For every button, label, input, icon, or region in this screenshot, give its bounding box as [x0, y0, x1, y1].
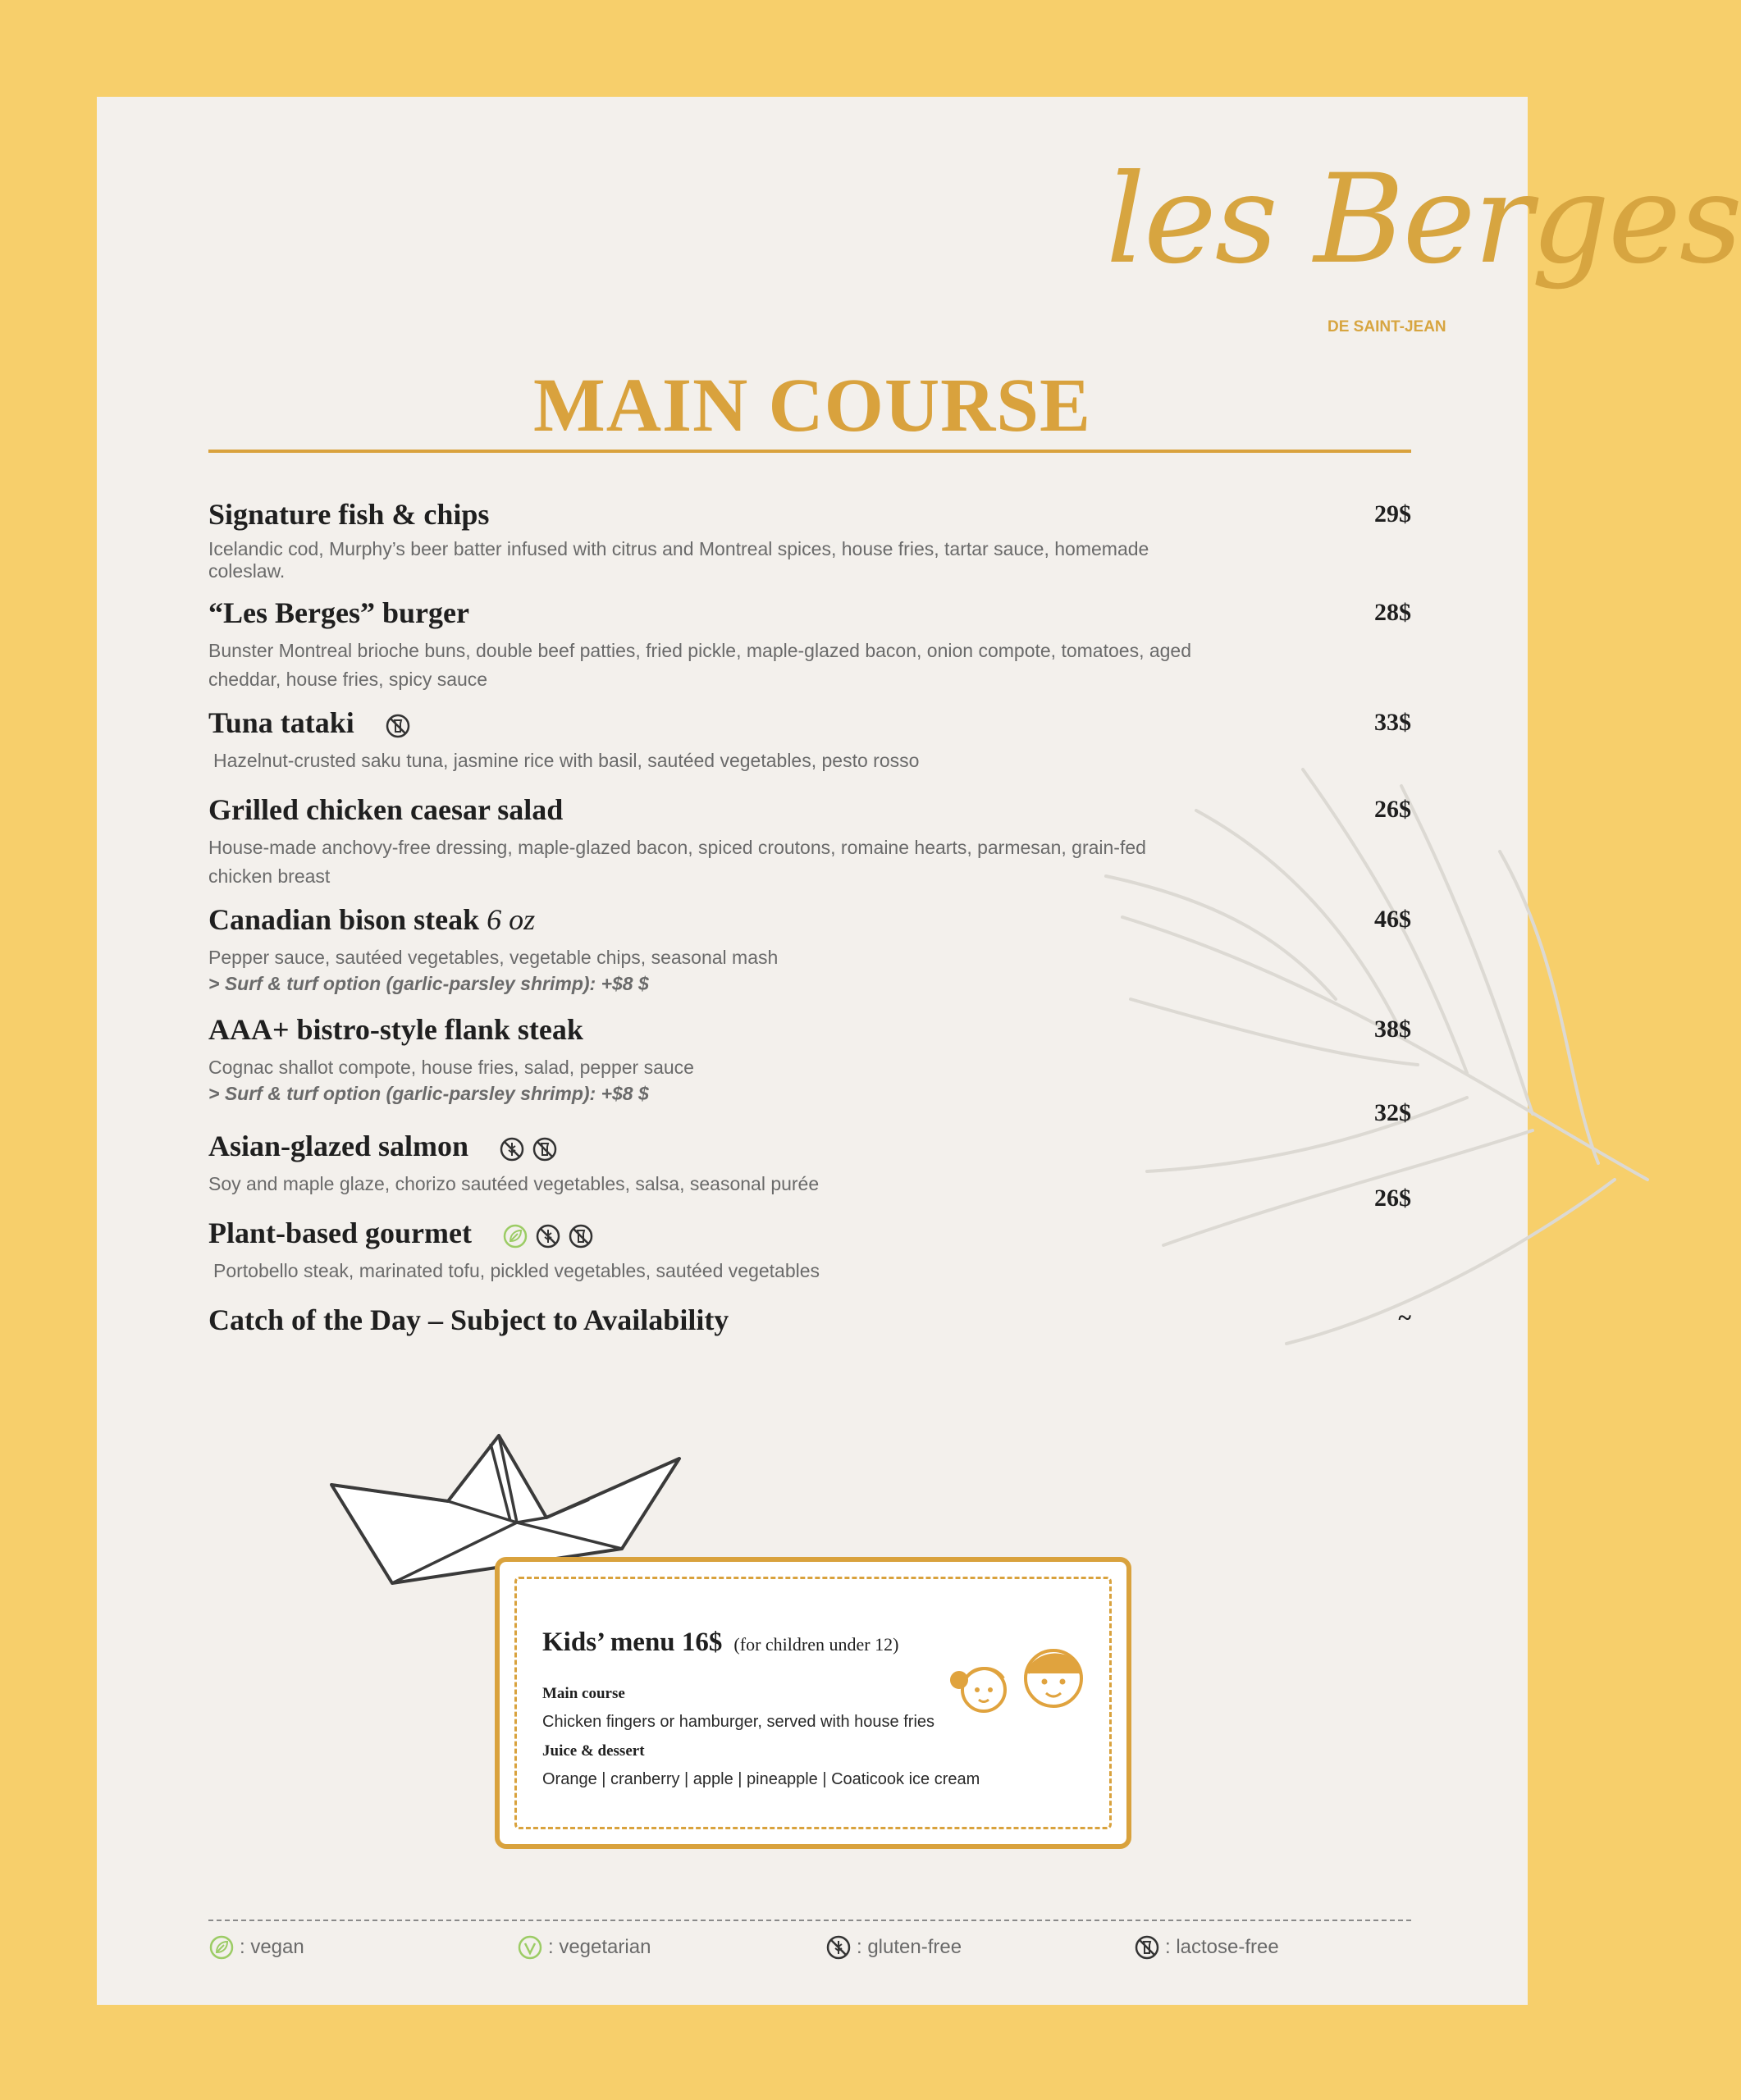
menu-page — [97, 97, 1741, 2005]
kids-faces-illustration — [943, 1641, 1107, 1723]
item-name: Grilled chicken caesar salad — [208, 793, 564, 826]
kids-main-text: Chicken fingers or hamburger, served with house fries — [542, 1713, 935, 1731]
item-price: 32$ — [1374, 1099, 1411, 1126]
legend-vegetarian — [517, 1934, 651, 1961]
legend-gluten-free — [825, 1934, 962, 1961]
lactose-free-icon — [385, 713, 411, 739]
lactose-free-icon — [532, 1136, 558, 1162]
palm-leaf-decoration — [1040, 671, 1664, 1409]
lactose-free-icon — [568, 1223, 594, 1249]
legend-label: : gluten-free — [857, 1936, 962, 1958]
item-name: “Les Berges” burger — [208, 596, 469, 629]
item-name-row — [208, 1217, 594, 1250]
gluten-free-icon — [825, 1934, 852, 1961]
lactose-free-icon — [1134, 1934, 1160, 1961]
legend-label: : vegetarian — [548, 1936, 651, 1958]
kids-menu-note: (for children under 12) — [733, 1634, 899, 1655]
vegan-icon — [502, 1223, 528, 1249]
item-price: ~ — [1398, 1304, 1411, 1331]
item-name-row — [208, 707, 411, 740]
item-description: Icelandic cod, Murphy’s beer batter infused with citrus and Montreal spices, house fries, tartar sauce, homemade coleslaw. — [208, 538, 1149, 582]
item-name-row — [208, 904, 535, 937]
vegan-icon — [208, 1934, 235, 1961]
restaurant-logo — [999, 142, 1741, 355]
legend-label: : vegan — [240, 1936, 304, 1958]
item-name-row — [208, 1130, 558, 1163]
item-price: 26$ — [1374, 1185, 1411, 1212]
item-name: Asian-glazed salmon — [208, 1130, 469, 1162]
logo-script: les Berges — [1106, 148, 1741, 291]
kids-menu-title — [542, 1628, 898, 1658]
item-option: > Surf & turf option (garlic-parsley shrimp): +$8 $ — [208, 973, 649, 994]
item-description: Bunster Montreal brioche buns, double beef patties, fried pickle, maple-glazed bacon, onion compote, tomatoes, aged cheddar, house fries, spicy sauce — [208, 640, 1192, 690]
item-name: Plant-based gourmet — [208, 1217, 472, 1249]
logo-subtitle: DE SAINT-JEAN — [1327, 318, 1446, 336]
item-price: 46$ — [1374, 906, 1411, 933]
item-name: Tuna tataki — [208, 706, 354, 739]
kids-juice-heading: Juice & dessert — [542, 1742, 645, 1760]
title-divider — [208, 450, 1411, 453]
vegetarian-icon — [517, 1934, 543, 1961]
item-description: Portobello steak, marinated tofu, pickled vegetables, sautéed vegetables — [213, 1260, 820, 1281]
kids-menu-heading: Kids’ menu 16$ — [542, 1628, 723, 1657]
item-price: 38$ — [1374, 1016, 1411, 1043]
item-description: Hazelnut-crusted saku tuna, jasmine rice with basil, sautéed vegetables, pesto rosso — [213, 750, 920, 771]
item-description: Soy and maple glaze, chorizo sautéed vegetables, salsa, seasonal purée — [208, 1173, 820, 1194]
item-price: 29$ — [1374, 500, 1411, 527]
gluten-free-icon — [499, 1136, 525, 1162]
kids-main-heading: Main course — [542, 1685, 625, 1702]
item-size: 6 oz — [487, 903, 536, 936]
item-description: Pepper sauce, sautéed vegetables, vegetable chips, seasonal mash — [208, 947, 779, 968]
legend-label: : lactose-free — [1165, 1936, 1279, 1958]
item-price: 26$ — [1374, 796, 1411, 823]
legend-lactose-free — [1134, 1934, 1279, 1961]
legend-vegan — [208, 1934, 304, 1961]
kids-juice-text: Orange | cranberry | apple | pineapple | Coaticook ice cream — [542, 1770, 980, 1788]
page-title: MAIN COURSE — [532, 363, 1092, 448]
gluten-free-icon — [535, 1223, 561, 1249]
item-name: AAA+ bistro-style flank steak — [208, 1013, 583, 1046]
item-name: Canadian bison steak — [208, 903, 480, 936]
item-description: Cognac shallot compote, house fries, salad, pepper sauce — [208, 1057, 694, 1078]
item-name: Signature fish & chips — [208, 498, 490, 531]
item-price: 28$ — [1374, 599, 1411, 626]
legend-divider — [208, 1920, 1411, 1921]
item-option: > Surf & turf option (garlic-parsley shrimp): +$8 $ — [208, 1083, 649, 1104]
item-description: House-made anchovy-free dressing, maple-glazed bacon, spiced croutons, romaine hearts, parmesan, grain-fed chicken breast — [208, 837, 1146, 887]
item-price: 33$ — [1374, 709, 1411, 736]
kids-menu-box — [495, 1557, 1131, 1849]
item-name: Catch of the Day – Subject to Availability — [208, 1303, 729, 1336]
